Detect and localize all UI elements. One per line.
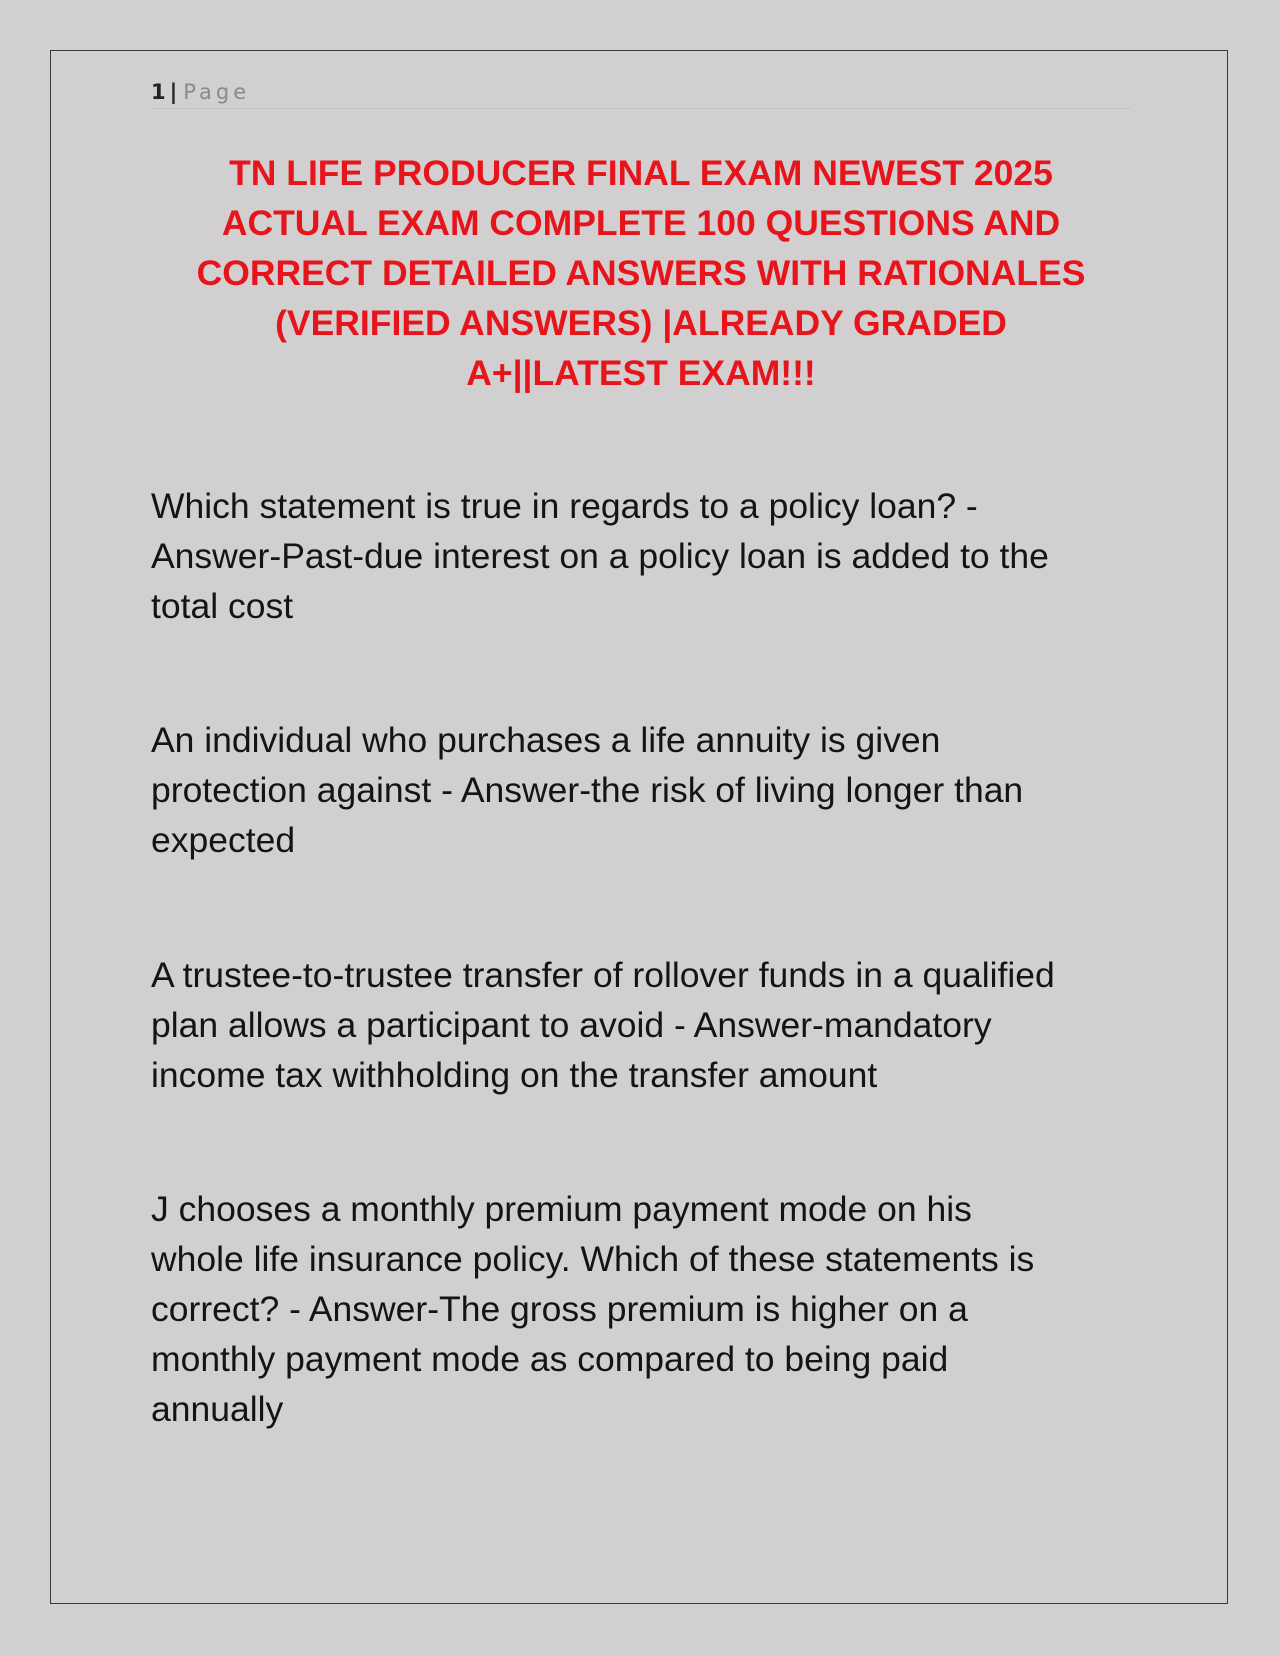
title-line: A+||LATEST EXAM!!! [466,353,816,393]
title-line: TN LIFE PRODUCER FINAL EXAM NEWEST 2025 [229,153,1053,193]
qa-line: An individual who purchases a life annuity is given [151,720,941,760]
title-line: (VERIFIED ANSWERS) |ALREADY GRADED [275,303,1007,343]
qa-line: annually [151,1389,284,1429]
qa-line: total cost [151,586,294,626]
qa-line: income tax withholding on the transfer amount [151,1055,878,1095]
page-separator: | [169,80,178,104]
title-line: CORRECT DETAILED ANSWERS WITH RATIONALES [196,253,1086,293]
qa-line: Answer-Past-due interest on a policy loan is added to the [151,536,1049,576]
question-answer-1 [151,481,1131,631]
page-header [151,78,1131,109]
question-answer-4 [151,1184,1131,1434]
page-label: Page [183,80,251,104]
question-answer-2 [151,715,1131,865]
qa-line: protection against - Answer-the risk of living longer than [151,770,1024,810]
qa-line: J chooses a monthly premium payment mode on his [151,1189,972,1229]
qa-line: Which statement is true in regards to a policy loan? - [151,486,978,526]
page-number: 1 [151,80,166,104]
qa-line: A trustee-to-trustee transfer of rollover funds in a qualified [151,955,1055,995]
document-title [151,148,1131,398]
question-answer-3 [151,950,1131,1100]
title-line: ACTUAL EXAM COMPLETE 100 QUESTIONS AND [221,203,1061,243]
qa-line: monthly payment mode as compared to being paid [151,1339,949,1379]
qa-line: whole life insurance policy. Which of these statements is [151,1239,1035,1279]
qa-line: expected [151,820,296,860]
qa-line: correct? - Answer-The gross premium is higher on a [151,1289,968,1329]
qa-line: plan allows a participant to avoid - Answer-mandatory [151,1005,992,1045]
